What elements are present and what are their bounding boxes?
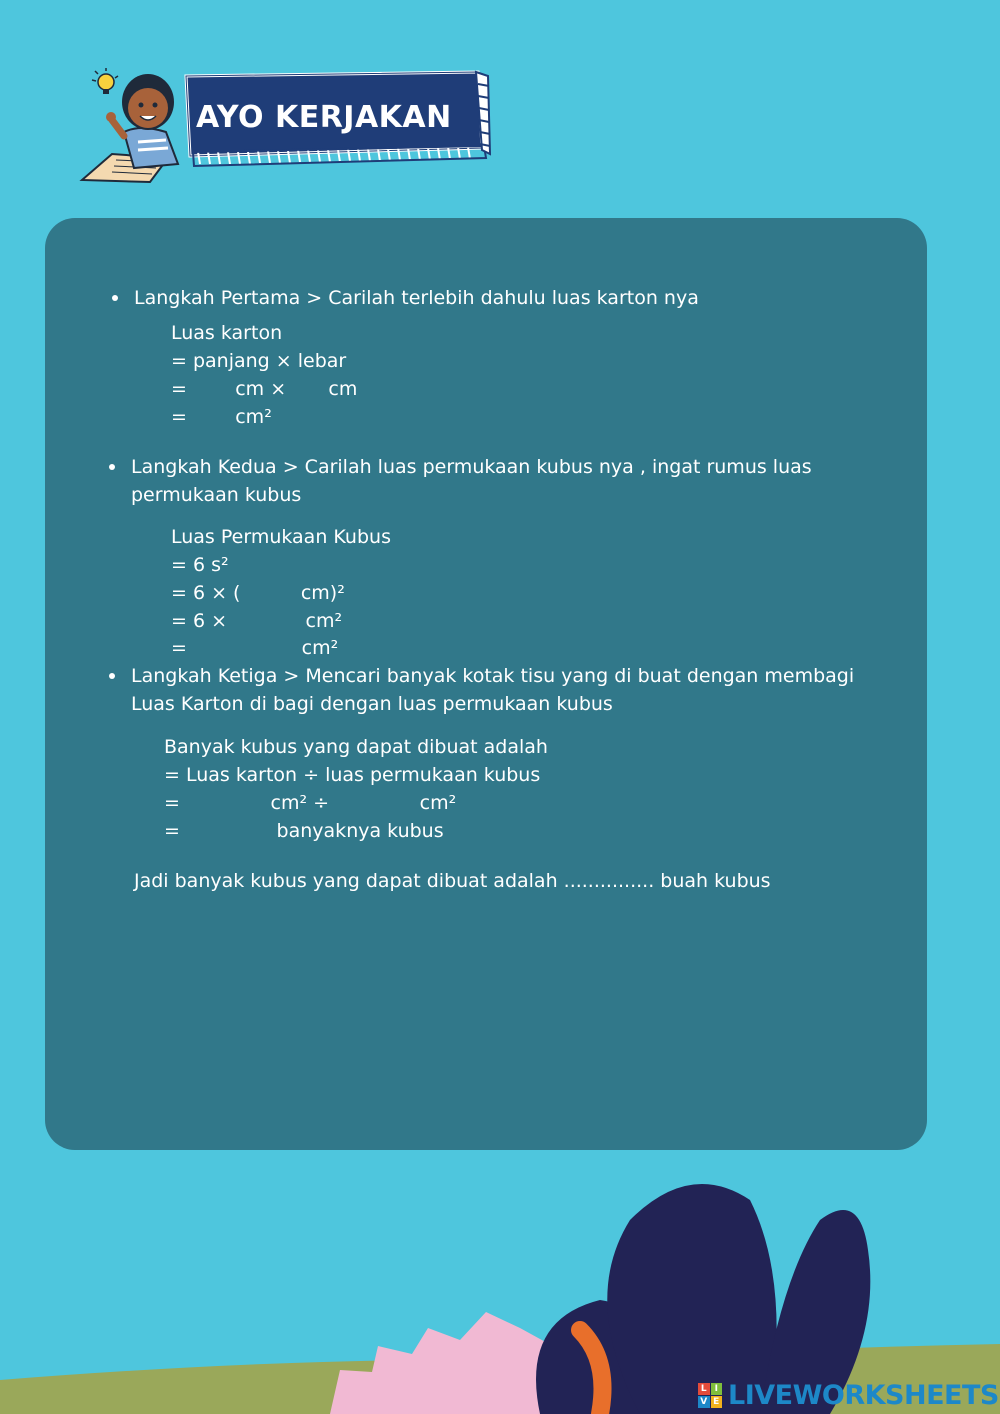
step-1-title: Langkah Pertama > Carilah terlebih dahulu luas karton nya [134,287,699,309]
page-title: AYO KERJAKAN [196,100,452,135]
step-2-line: = 6 s² [171,554,229,576]
step-2-line: = 6 × ( cm)² [171,582,345,604]
step-1-line: = cm² [171,406,272,428]
step-3-line: Banyak kubus yang dapat dibuat adalah [164,736,548,758]
logo-letter: V [698,1396,710,1408]
step-2-line: Luas Permukaan Kubus [171,526,391,548]
step-3-line: = banyaknya kubus [164,820,444,842]
girl-reading-icon [82,68,178,182]
logo-letter: E [711,1396,723,1408]
plants-decoration [0,1160,1000,1414]
step-1-line: = cm × cm [171,378,358,400]
bullet-step-3 [109,673,115,679]
conclusion-text: Jadi banyak kubus yang dapat dibuat adalah ............... buah kubus [134,870,771,892]
step-1-line: Luas karton [171,322,283,344]
step-2-line: = 6 × cm² [171,610,343,632]
step-3-line: = Luas karton ÷ luas permukaan kubus [164,764,541,786]
bullet-step-2 [109,464,115,470]
step-1-line: = panjang × lebar [171,350,347,372]
watermark-text: LIVEWORKSHEETS [728,1379,999,1411]
bullet-step-1 [112,295,118,301]
step-3-title-line-1: Langkah Ketiga > Mencari banyak kotak tisu yang di buat dengan membagi [131,665,855,687]
step-3-line: = cm² ÷ cm² [164,792,457,814]
step-2-line: = cm² [171,637,339,659]
logo-letter: I [711,1383,723,1395]
liveworksheets-logo-icon [698,1383,722,1407]
logo-letter: L [698,1383,710,1395]
step-2-title-line-2: permukaan kubus [131,484,302,506]
step-2-title-line-1: Langkah Kedua > Carilah luas permukaan kubus nya , ingat rumus luas [131,456,812,478]
liveworksheets-watermark [698,1380,999,1410]
step-3-title-line-2: Luas Karton di bagi dengan luas permukaan kubus [131,693,613,715]
